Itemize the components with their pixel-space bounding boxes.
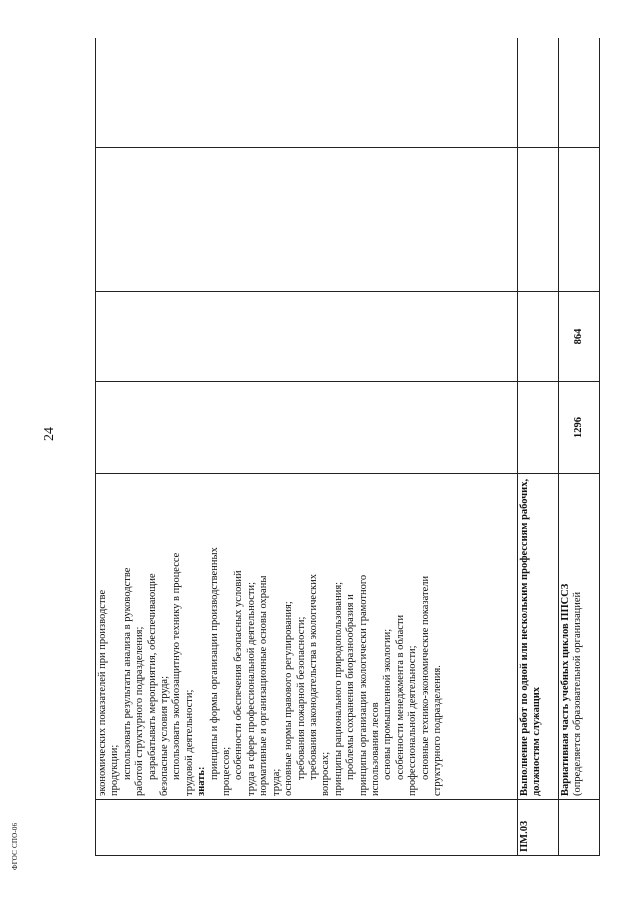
content-line: особенности менеджмента в области bbox=[394, 614, 406, 780]
extra-cell bbox=[96, 38, 518, 148]
content-line: знать: bbox=[196, 766, 208, 796]
hours-cell bbox=[518, 382, 559, 474]
content-line: работой структурного подразделения; bbox=[134, 626, 146, 796]
content-line: разрабатывать мероприятия, обеспечивающие bbox=[146, 573, 158, 780]
content-line: основные технико-экономические показатели bbox=[419, 575, 431, 780]
hours-required-cell: 864 bbox=[559, 292, 600, 382]
table-row-knowledge bbox=[96, 38, 518, 856]
variative-title-rest: (определяется образовательной организацией bbox=[572, 591, 584, 796]
content-line: использования лесов bbox=[369, 702, 381, 796]
content-line: требования пожарной безопасности; bbox=[295, 616, 307, 780]
hours-max-cell: 1296 bbox=[559, 382, 600, 474]
variative-title-bold: Вариативная часть учебных циклов ППССЗ bbox=[560, 583, 571, 796]
content-line: экономических показателей при производстве bbox=[97, 589, 108, 796]
content-line: проблемы сохранения биоразнообразия и bbox=[345, 594, 357, 780]
module-title: Выполнение работ по одной или нескольким профессиям рабочих, должностям служащих bbox=[518, 474, 559, 800]
content-line: принципы и формы организации производственных bbox=[208, 547, 220, 780]
index-cell bbox=[559, 800, 600, 856]
footer-code: ФГОС СПО-06 bbox=[11, 822, 19, 870]
content-line: структурного подразделения. bbox=[431, 665, 443, 796]
hours-cell bbox=[96, 292, 518, 382]
content-line: безопасные условия труда; bbox=[159, 676, 171, 796]
hours-cell bbox=[518, 292, 559, 382]
content-line: труда в сфере профессиональной деятельности; bbox=[245, 582, 257, 796]
content-line: вопросах; bbox=[320, 751, 332, 796]
index-cell bbox=[96, 800, 518, 856]
code-cell bbox=[96, 148, 518, 292]
extra-cell bbox=[559, 38, 600, 148]
index-cell: ПМ.03 bbox=[518, 800, 559, 856]
code-cell bbox=[518, 148, 559, 292]
content-line: принципы организации экологически грамотного bbox=[357, 574, 369, 796]
content-line: принципы рационального природопользования; bbox=[332, 581, 344, 796]
table-row-pm03 bbox=[518, 38, 559, 856]
content-line: труда; bbox=[270, 768, 282, 796]
content-line: основы промышленной экологии; bbox=[382, 628, 394, 780]
page-number: 24 bbox=[42, 427, 57, 441]
content-line: использовать экобиозащитную технику в процессе bbox=[171, 552, 183, 780]
content-cell bbox=[96, 474, 518, 800]
variative-title bbox=[559, 474, 600, 800]
curriculum-table bbox=[95, 38, 600, 856]
content-line: основные нормы правового регулирования; bbox=[283, 601, 295, 796]
content-line: продукции; bbox=[109, 744, 121, 796]
content-line: нормативные и организационные основы охраны bbox=[258, 575, 270, 796]
extra-cell bbox=[518, 38, 559, 148]
content-line: профессиональной деятельности; bbox=[407, 645, 419, 796]
content-lines bbox=[97, 477, 444, 796]
content-line: требования законодательства в экологических bbox=[307, 574, 319, 780]
content-line: особенности обеспечения безопасных условий bbox=[233, 570, 245, 780]
content-line: использовать результаты анализа в руководстве bbox=[121, 567, 133, 780]
content-line: трудовой деятельности; bbox=[183, 689, 195, 796]
content-line: процессов; bbox=[221, 746, 233, 796]
table-row-variative bbox=[559, 38, 600, 856]
hours-cell bbox=[96, 382, 518, 474]
code-cell bbox=[559, 148, 600, 292]
